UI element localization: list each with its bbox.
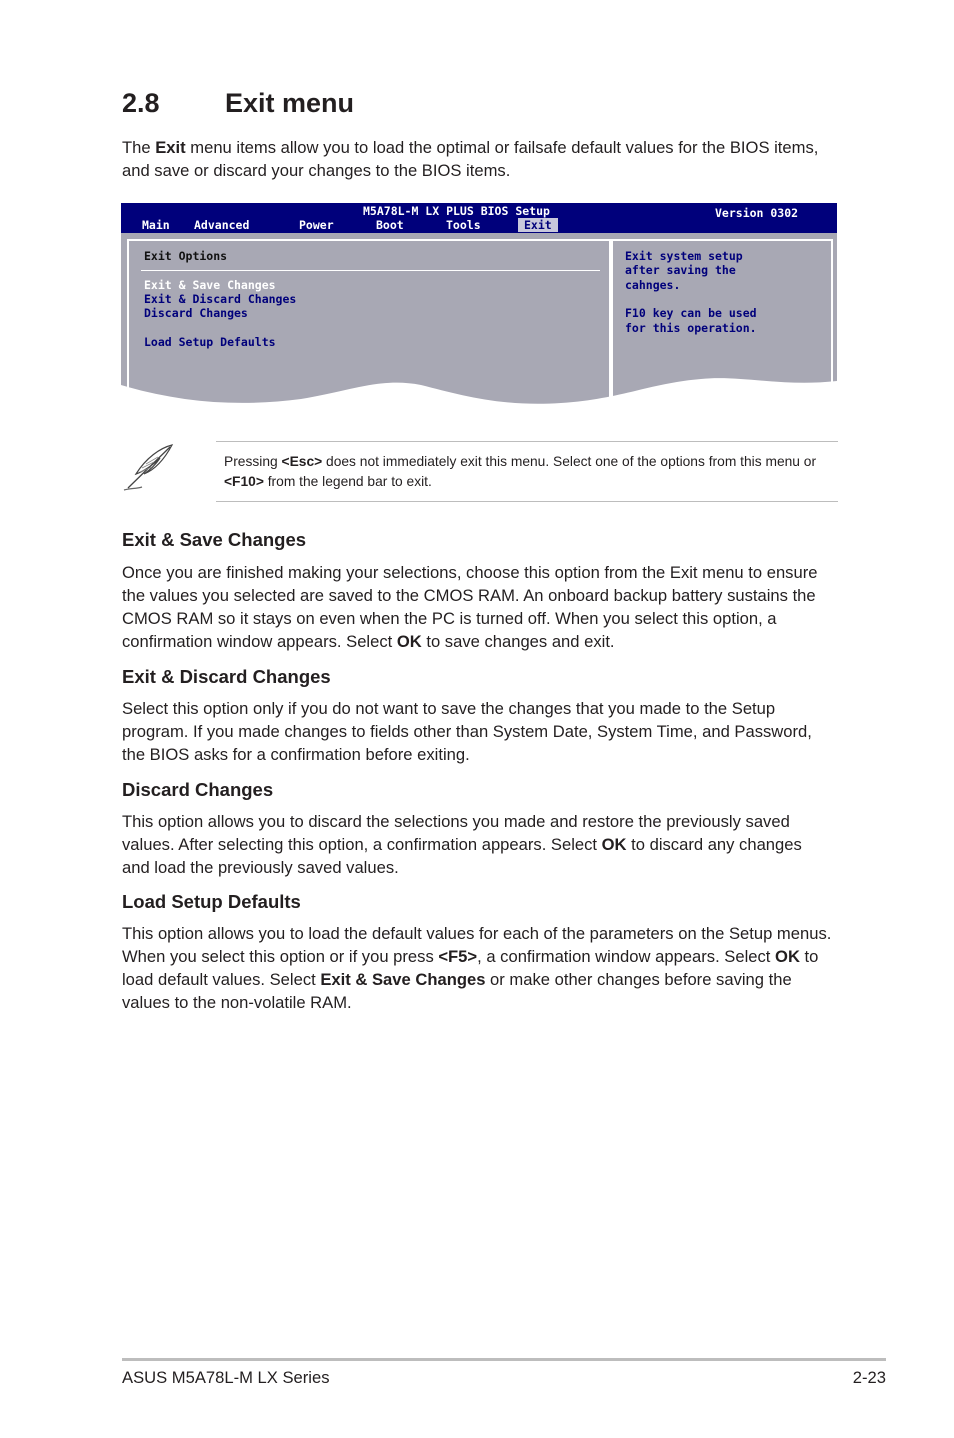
torn-edge xyxy=(121,373,837,409)
help-line: Exit system setup xyxy=(625,249,743,263)
options-heading: Exit Options xyxy=(144,249,228,263)
tab-tools[interactable]: Tools xyxy=(446,218,481,232)
footer-product: ASUS M5A78L-M LX Series xyxy=(122,1368,330,1387)
help-line: cahnges. xyxy=(625,278,681,292)
section-heading: Exit & Save Changes xyxy=(122,529,307,550)
section-number: 2.8 xyxy=(122,88,160,118)
help-line: F10 key can be used xyxy=(625,306,757,320)
section-heading: Discard Changes xyxy=(122,779,274,800)
section-paragraph: Once you are finished making your selections, choose this option from the Exit menu to ensure the values you selected are saved to the CMOS RAM. An onboard backup battery sustains the CMOS RAM so it stays on even when the PC is turned off. When you select this option, a confirmation window appears. Select OK to save changes and exit. xyxy=(122,563,818,651)
footer-page-number: 2-23 xyxy=(852,1368,886,1387)
section-paragraph: This option allows you to load the default values for each of the parameters on the Setup menus. When you select this option or if you press <F5>, a confirmation window appears. Select OK to load default values. Select Exit & Save Changes or make other changes before saving the values to the non-volatile RAM. xyxy=(122,924,832,1012)
note-text: Pressing <Esc> does not immediately exit this menu. Select one of the options from this menu or <F10> from the legend bar to exit. xyxy=(224,454,817,489)
page-title xyxy=(122,88,354,119)
options-divider xyxy=(141,270,600,271)
footer-rule xyxy=(122,1358,886,1361)
option-exit-save[interactable]: Exit & Save Changes xyxy=(144,278,276,292)
tab-power[interactable]: Power xyxy=(299,218,334,232)
section-heading: Load Setup Defaults xyxy=(122,891,301,912)
tab-boot[interactable]: Boot xyxy=(376,218,404,232)
bios-title-bar xyxy=(121,203,837,233)
bios-body xyxy=(121,233,837,408)
option-discard-changes[interactable]: Discard Changes xyxy=(144,306,248,320)
option-exit-discard[interactable]: Exit & Discard Changes xyxy=(144,292,297,306)
bios-version: Version 0302 xyxy=(715,206,799,220)
note-top-rule xyxy=(216,441,838,442)
option-load-defaults[interactable]: Load Setup Defaults xyxy=(144,335,276,349)
section-title-text: Exit menu xyxy=(225,88,355,118)
section-paragraph: Select this option only if you do not want to save the changes that you made to the Setup program. If you made changes to fields other than System Date, System Time, and Password, the BIOS asks for a confirmation before exiting. xyxy=(122,699,812,764)
section-paragraph: This option allows you to discard the selections you made and restore the previously saved values. After selecting this option, a confirmation appears. Select OK to discard any changes and load the previously saved values. xyxy=(122,812,802,877)
tab-main[interactable]: Main xyxy=(142,218,170,232)
feather-pen-icon xyxy=(122,442,176,492)
help-line: after saving the xyxy=(625,263,736,277)
tab-advanced[interactable]: Advanced xyxy=(194,218,250,232)
note-bottom-rule xyxy=(216,501,838,502)
section-heading: Exit & Discard Changes xyxy=(122,666,331,687)
bios-title: M5A78L-M LX PLUS BIOS Setup xyxy=(363,204,550,218)
bios-screenshot xyxy=(121,203,837,408)
tab-exit[interactable]: Exit xyxy=(518,218,558,232)
intro-paragraph: The Exit menu items allow you to load the optimal or failsafe default values for the BIOS items, and save or discard your changes to the BIOS items. xyxy=(122,138,819,180)
help-line: for this operation. xyxy=(625,321,757,335)
